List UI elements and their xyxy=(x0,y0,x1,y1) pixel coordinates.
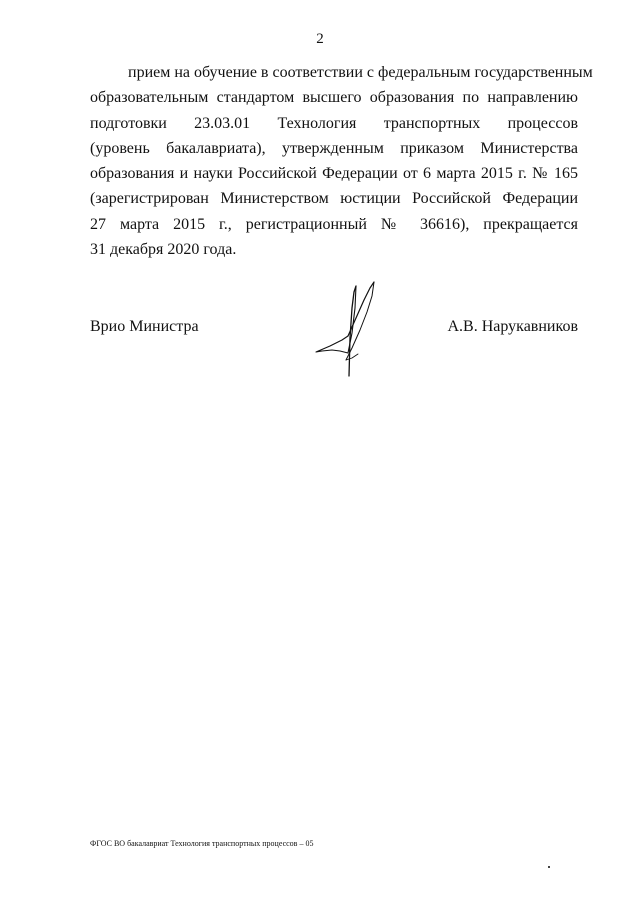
body-paragraph xyxy=(90,60,593,262)
body-line-2: образовательным стандартом высшего образования по направлению xyxy=(90,89,578,107)
document-footer: ФГОС ВО бакалавриат Технология транспортных процессов – 05 xyxy=(90,839,314,848)
scan-speck xyxy=(548,866,550,868)
body-line-4: (уровень бакалавриата), утвержденным приказом Министерства xyxy=(90,139,578,157)
body-line-5: образования и науки Российской Федерации от 6 марта 2015 г. № 165 xyxy=(90,165,578,183)
handwritten-signature xyxy=(312,278,392,378)
body-line-1: прием на обучение в соответствии с федеральным государственным xyxy=(128,64,593,81)
body-line-6: (зарегистрирован Министерством юстиции Российской Федерации xyxy=(90,190,578,208)
body-line-7: 27 марта 2015 г., регистрационный № 36616), прекращается xyxy=(90,215,578,233)
body-line-3: подготовки 23.03.01 Технология транспортных процессов xyxy=(90,114,578,132)
signature-stroke-3 xyxy=(316,336,348,353)
body-line-8: 31 декабря 2020 года. xyxy=(90,241,237,259)
signatory-title: Врио Министра xyxy=(90,318,199,335)
signatory-name: А.В. Нарукавников xyxy=(447,318,578,335)
page-number: 2 xyxy=(316,31,324,47)
